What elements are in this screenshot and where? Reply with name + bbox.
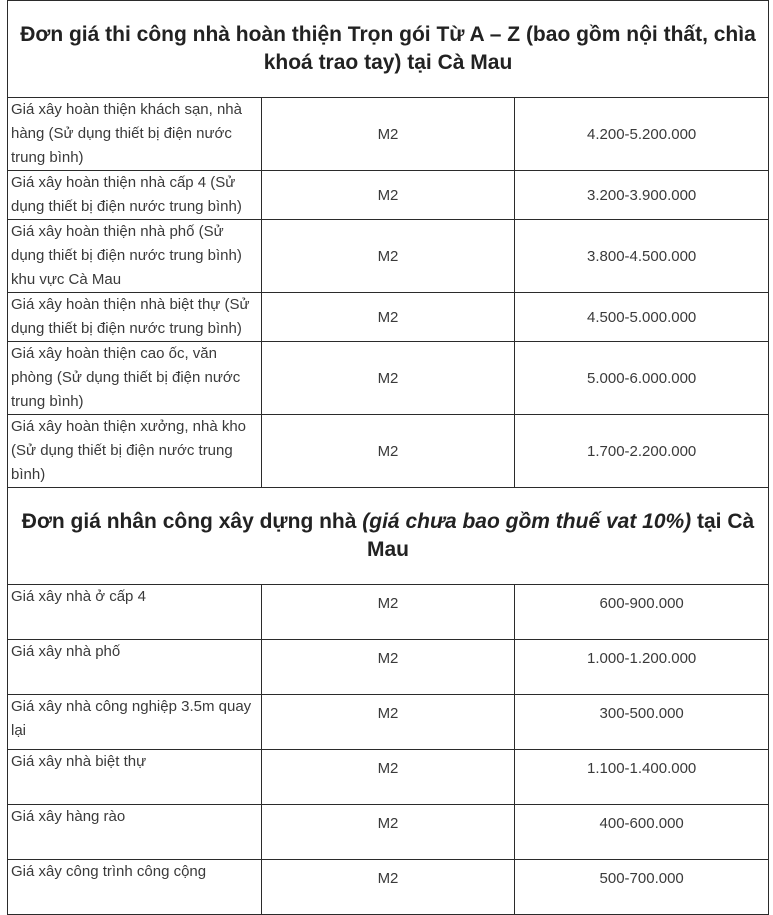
- unit-cell: M2: [261, 415, 515, 488]
- unit-cell: M2: [261, 750, 515, 805]
- unit-cell: M2: [261, 171, 515, 220]
- unit-cell: M2: [261, 293, 515, 342]
- unit-cell: M2: [261, 585, 515, 640]
- service-description: Giá xây hoàn thiện cao ốc, văn phòng (Sử dụng thiết bị điện nước trung bình): [8, 342, 262, 415]
- price-cell: 1.100-1.400.000: [515, 750, 769, 805]
- price-table-body: [8, 1, 769, 915]
- heading-text: Đơn giá nhân công xây dựng nhà: [21, 510, 363, 533]
- table-row: [8, 171, 769, 220]
- table-row: [8, 860, 769, 915]
- unit-cell: M2: [261, 695, 515, 750]
- price-cell: 4.500-5.000.000: [515, 293, 769, 342]
- service-description: Giá xây công trình công cộng: [8, 860, 262, 915]
- section-2-heading: [8, 488, 769, 585]
- table-row: [8, 805, 769, 860]
- service-description: Giá xây nhà công nghiệp 3.5m quay lại: [8, 695, 262, 750]
- section-heading-row: [8, 1, 769, 98]
- service-description: Giá xây nhà biệt thự: [8, 750, 262, 805]
- price-cell: 3.800-4.500.000: [515, 220, 769, 293]
- service-description: Giá xây hàng rào: [8, 805, 262, 860]
- section-1-heading: Đơn giá thi công nhà hoàn thiện Trọn gói Từ A – Z (bao gồm nội thất, chìa khoá trao tay) tại Cà Mau: [8, 1, 769, 98]
- price-cell: 4.200-5.200.000: [515, 98, 769, 171]
- table-row: [8, 750, 769, 805]
- price-cell: 1.700-2.200.000: [515, 415, 769, 488]
- unit-cell: M2: [261, 220, 515, 293]
- price-cell: 300-500.000: [515, 695, 769, 750]
- table-row: [8, 342, 769, 415]
- price-cell: 1.000-1.200.000: [515, 640, 769, 695]
- unit-cell: M2: [261, 98, 515, 171]
- unit-cell: M2: [261, 640, 515, 695]
- table-row: [8, 415, 769, 488]
- service-description: Giá xây hoàn thiện khách sạn, nhà hàng (Sử dụng thiết bị điện nước trung bình): [8, 98, 262, 171]
- price-cell: 400-600.000: [515, 805, 769, 860]
- table-row: [8, 220, 769, 293]
- table-row: [8, 695, 769, 750]
- price-cell: 500-700.000: [515, 860, 769, 915]
- section-heading-row: [8, 488, 769, 585]
- table-row: [8, 98, 769, 171]
- service-description: Giá xây hoàn thiện nhà cấp 4 (Sử dụng thiết bị điện nước trung bình): [8, 171, 262, 220]
- heading-text: (giá chưa bao gồm thuế vat 10%): [362, 510, 692, 533]
- table-row: [8, 585, 769, 640]
- heading-text: tại Cà Mau: [367, 510, 755, 561]
- service-description: Giá xây hoàn thiện nhà phố (Sử dụng thiết bị điện nước trung bình) khu vực Cà Mau: [8, 220, 262, 293]
- price-cell: 600-900.000: [515, 585, 769, 640]
- table-row: [8, 293, 769, 342]
- unit-cell: M2: [261, 860, 515, 915]
- price-cell: 3.200-3.900.000: [515, 171, 769, 220]
- service-description: Giá xây nhà phố: [8, 640, 262, 695]
- service-description: Giá xây nhà ở cấp 4: [8, 585, 262, 640]
- unit-cell: M2: [261, 805, 515, 860]
- table-row: [8, 640, 769, 695]
- price-table: [7, 0, 769, 915]
- service-description: Giá xây hoàn thiện nhà biệt thự (Sử dụng thiết bị điện nước trung bình): [8, 293, 262, 342]
- price-cell: 5.000-6.000.000: [515, 342, 769, 415]
- unit-cell: M2: [261, 342, 515, 415]
- service-description: Giá xây hoàn thiện xưởng, nhà kho (Sử dụng thiết bị điện nước trung bình): [8, 415, 262, 488]
